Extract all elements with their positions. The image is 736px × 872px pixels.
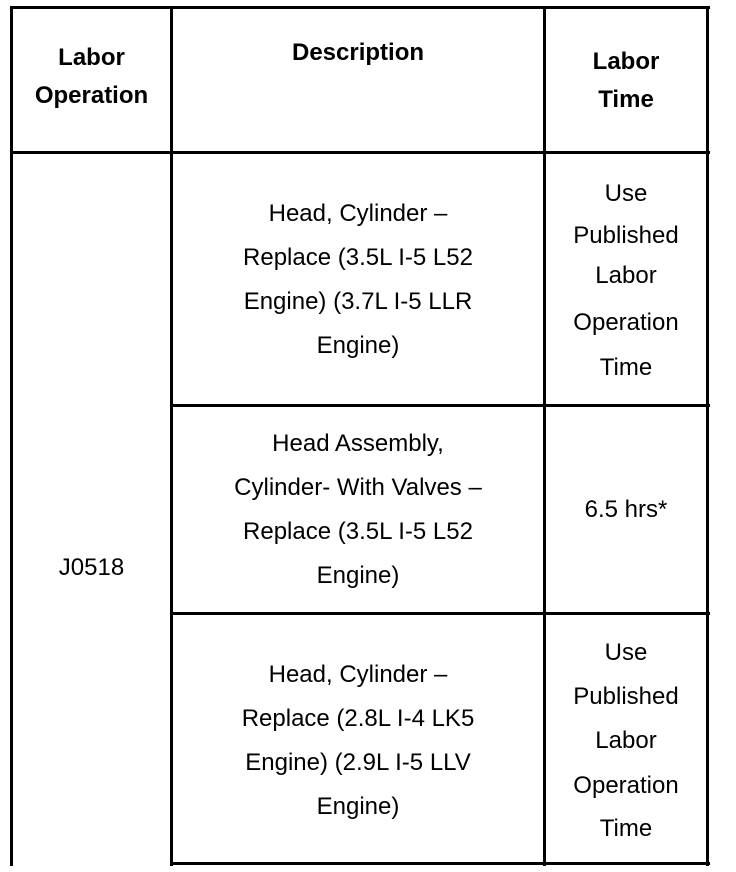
row2-description-line2: Cylinder- With Valves – [234, 474, 482, 501]
table-right-border [706, 6, 709, 866]
header-labor-operation-line1: Labor [58, 44, 125, 71]
row3-labor-time-line5: Time [599, 815, 653, 842]
table-top-border [10, 6, 710, 9]
header-labor-operation [13, 18, 170, 136]
row1-description-line1: Head, Cylinder – [268, 200, 448, 227]
row2-description-line1: Head Assembly, [272, 430, 444, 457]
row1-labor-time-line3: Labor [595, 262, 657, 289]
row2-labor-time-line1: 6.5 hrs* [584, 496, 668, 523]
row3-labor-time-line4: Operation [573, 772, 679, 799]
row2-labor-time [546, 488, 706, 532]
header-labor-operation-line2: Operation [34, 82, 149, 109]
header-description-line1: Description [291, 39, 425, 66]
row3-labor-time [546, 629, 706, 851]
table-bottom-border [171, 862, 710, 865]
row2-description-line4: Engine) [316, 562, 400, 589]
row3-labor-time-line2: Published [573, 683, 679, 710]
row2-description [173, 420, 543, 600]
row1-description-line4: Engine) [316, 332, 400, 359]
labor-operation-code-text: J0518 [58, 554, 125, 581]
header-labor-time-line2: Time [598, 86, 654, 113]
row3-description [173, 651, 543, 831]
row1-labor-time-line5: Time [599, 354, 653, 381]
row3-description-line1: Head, Cylinder – [268, 661, 448, 688]
header-labor-time [546, 22, 706, 140]
row1-description-line3: Engine) (3.7L I-5 LLR [243, 288, 473, 315]
row1-description-line2: Replace (3.5L I-5 L52 [243, 244, 473, 271]
row1-labor-time-line4: Operation [573, 309, 679, 336]
row3-labor-time-line1: Use [604, 639, 648, 666]
header-labor-time-line1: Labor [592, 48, 660, 75]
header-bottom-border [10, 151, 710, 154]
row1-bottom-border [171, 404, 710, 407]
row3-description-line3: Engine) (2.9L I-5 LLV [245, 749, 471, 776]
row1-labor-time-line2: Published [573, 222, 679, 249]
row3-description-line4: Engine) [316, 793, 400, 820]
row2-bottom-border [171, 612, 710, 615]
row1-labor-time-line1: Use [604, 180, 648, 207]
row3-labor-time-line3: Labor [595, 727, 657, 754]
row1-description [173, 190, 543, 370]
row3-description-line2: Replace (2.8L I-4 LK5 [241, 705, 475, 732]
labor-operation-code [13, 540, 170, 596]
row2-description-line3: Replace (3.5L I-5 L52 [243, 518, 473, 545]
header-description [173, 18, 543, 88]
row1-labor-time [546, 168, 706, 390]
